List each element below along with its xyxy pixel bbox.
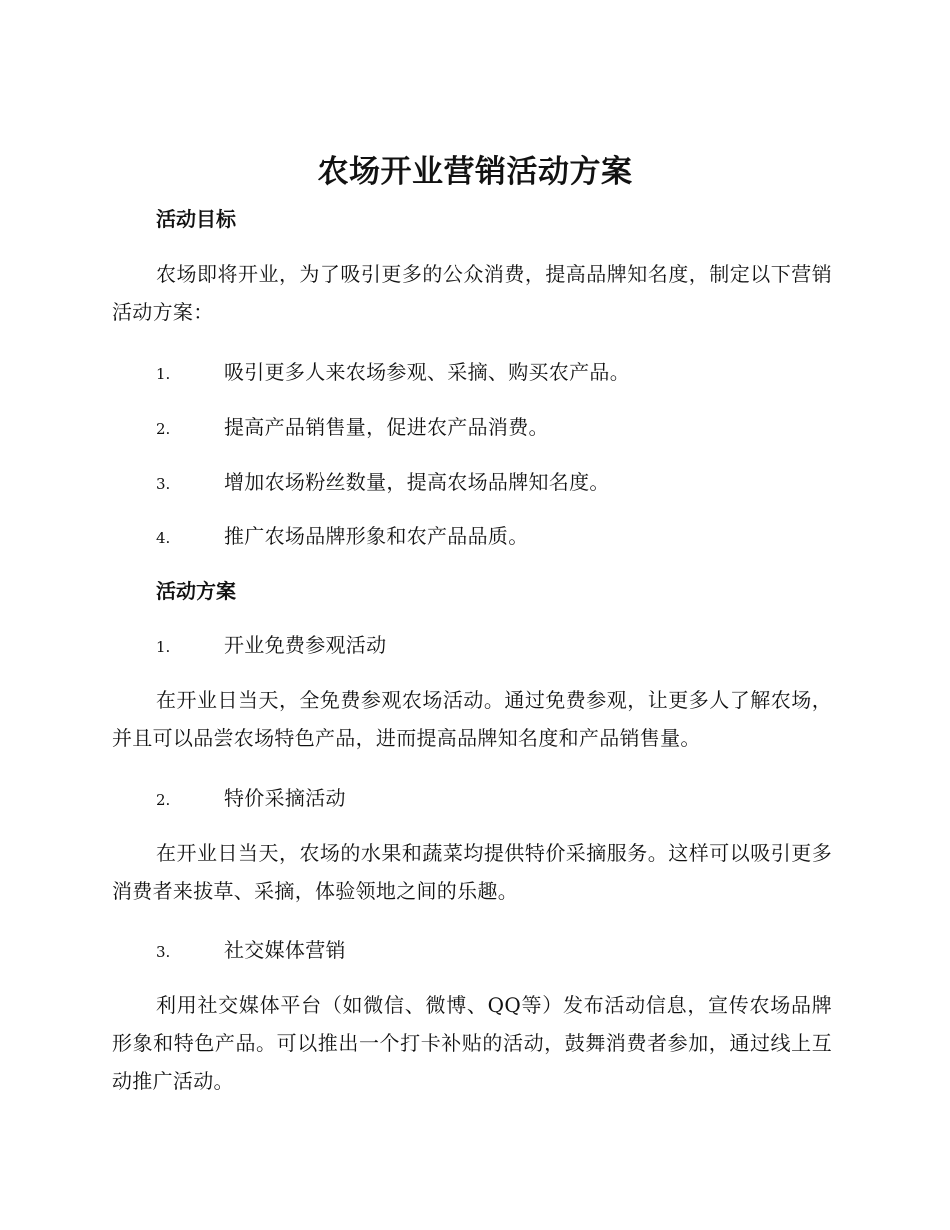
plan-item-title (156, 935, 836, 967)
goal-text: 提高产品销售量，促进农产品消费。 (224, 415, 549, 439)
plan-item-title (156, 783, 836, 815)
plan-number: 2. (156, 791, 171, 809)
goal-item (156, 521, 836, 553)
plan-description: 在开业日当天，全免费参观农场活动。通过免费参观，让更多人了解农场，并且可以品尝农场特色产品，进而提高品牌知名度和产品销售量。 (112, 688, 832, 750)
goal-number: 1. (156, 365, 171, 383)
intro-paragraph: 农场即将开业，为了吸引更多的公众消费，提高品牌知名度，制定以下营销活动方案： (112, 262, 832, 324)
plan-number: 1. (156, 638, 171, 656)
plan-description: 利用社交媒体平台（如微信、微博、QQ等）发布活动信息，宣传农场品牌形象和特色产品。可以推出一个打卡补贴的活动，鼓舞消费者参加，通过线上互动推广活动。 (112, 993, 832, 1093)
goal-item (156, 467, 836, 499)
goal-text: 增加农场粉丝数量，提高农场品牌知名度。 (224, 470, 610, 494)
goal-text: 推广农场品牌形象和农产品品质。 (224, 524, 529, 548)
section-heading-plans: 活动方案 (156, 579, 236, 603)
plan-number: 3. (156, 943, 171, 961)
section-heading-goals: 活动目标 (156, 207, 236, 231)
plan-title: 特价采摘活动 (224, 786, 346, 810)
goal-number: 2. (156, 420, 171, 438)
document-title: 农场开业营销活动方案 (317, 154, 633, 190)
goal-number: 4. (156, 529, 171, 547)
plan-description: 在开业日当天，农场的水果和蔬菜均提供特价采摘服务。这样可以吸引更多消费者来拔草、采摘，体验领地之间的乐趣。 (112, 841, 832, 903)
plan-title: 社交媒体营销 (224, 938, 346, 962)
plan-title: 开业免费参观活动 (224, 633, 387, 657)
goal-item (156, 412, 836, 444)
goal-number: 3. (156, 475, 171, 493)
plan-item-title (156, 630, 836, 662)
goal-item (156, 357, 836, 389)
goal-text: 吸引更多人来农场参观、采摘、购买农产品。 (224, 360, 630, 384)
